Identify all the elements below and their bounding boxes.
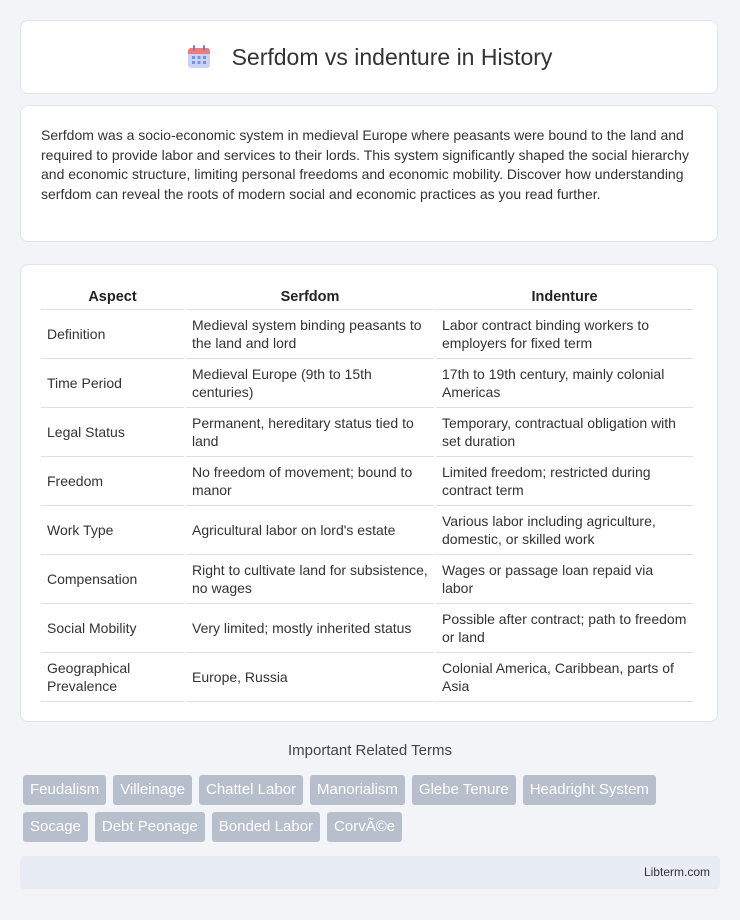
related-term-tag[interactable]: Socage <box>23 812 88 842</box>
table-cell-aspect: Geographical Prevalence <box>41 653 184 702</box>
table-header-row <box>41 285 693 310</box>
comparison-table <box>39 285 695 702</box>
table-row <box>41 310 693 359</box>
table-cell-indenture: Wages or passage loan repaid via labor <box>436 555 693 604</box>
column-header-aspect: Aspect <box>41 285 184 310</box>
table-row <box>41 408 693 457</box>
intro-text: Serfdom was a socio-economic system in medieval Europe where peasants were bound to the land and required to provide labor and services to their lords. This system significantly shaped the social hierarchy and economic structure, limiting personal freedoms and economic mobility. Discover how understanding serfdom can reveal the roots of modern social and economic practices as you read further. <box>41 127 689 202</box>
table-cell-indenture: Various labor including agriculture, domestic, or skilled work <box>436 506 693 555</box>
calendar-icon <box>186 44 212 70</box>
table-cell-aspect: Compensation <box>41 555 184 604</box>
related-term-tag[interactable]: Bonded Labor <box>212 812 320 842</box>
related-terms-list <box>23 775 723 842</box>
table-cell-serfdom: No freedom of movement; bound to manor <box>186 457 434 506</box>
related-term-tag[interactable]: Villeinage <box>113 775 192 805</box>
table-cell-aspect: Time Period <box>41 359 184 408</box>
table-cell-indenture: Colonial America, Caribbean, parts of Asia <box>436 653 693 702</box>
table-row <box>41 506 693 555</box>
related-term-tag[interactable]: Chattel Labor <box>199 775 303 805</box>
related-term-tag[interactable]: Debt Peonage <box>95 812 205 842</box>
footer <box>20 856 720 889</box>
column-header-indenture: Indenture <box>436 285 693 310</box>
table-cell-aspect: Freedom <box>41 457 184 506</box>
header-card <box>20 20 718 94</box>
table-cell-aspect: Legal Status <box>41 408 184 457</box>
table-cell-indenture: Possible after contract; path to freedom or land <box>436 604 693 653</box>
table-row <box>41 604 693 653</box>
footer-site-link[interactable]: Libterm.com <box>643 865 710 879</box>
table-cell-serfdom: Europe, Russia <box>186 653 434 702</box>
table-cell-serfdom: Medieval Europe (9th to 15th centuries) <box>186 359 434 408</box>
table-cell-indenture: 17th to 19th century, mainly colonial Americas <box>436 359 693 408</box>
table-row <box>41 653 693 702</box>
related-term-tag[interactable]: Manorialism <box>310 775 405 805</box>
table-cell-aspect: Definition <box>41 310 184 359</box>
column-header-serfdom: Serfdom <box>186 285 434 310</box>
table-cell-aspect: Work Type <box>41 506 184 555</box>
table-cell-indenture: Limited freedom; restricted during contract term <box>436 457 693 506</box>
table-cell-serfdom: Permanent, hereditary status tied to land <box>186 408 434 457</box>
related-term-tag[interactable]: Feudalism <box>23 775 106 805</box>
table-cell-indenture: Temporary, contractual obligation with set duration <box>436 408 693 457</box>
table-cell-serfdom: Right to cultivate land for subsistence, no wages <box>186 555 434 604</box>
related-term-tag[interactable]: Glebe Tenure <box>412 775 516 805</box>
comparison-table-card <box>20 264 718 722</box>
page-title: Serfdom vs indenture in History <box>231 43 553 70</box>
related-term-tag[interactable]: Headright System <box>523 775 656 805</box>
table-cell-serfdom: Agricultural labor on lord's estate <box>186 506 434 555</box>
related-terms-title: Important Related Terms <box>288 742 452 759</box>
table-cell-indenture: Labor contract binding workers to employers for fixed term <box>436 310 693 359</box>
table-row <box>41 359 693 408</box>
table-cell-serfdom: Medieval system binding peasants to the land and lord <box>186 310 434 359</box>
table-cell-serfdom: Very limited; mostly inherited status <box>186 604 434 653</box>
table-cell-aspect: Social Mobility <box>41 604 184 653</box>
intro-card <box>20 105 718 242</box>
table-row <box>41 457 693 506</box>
table-row <box>41 555 693 604</box>
related-term-tag[interactable]: CorvÃ©e <box>327 812 402 842</box>
